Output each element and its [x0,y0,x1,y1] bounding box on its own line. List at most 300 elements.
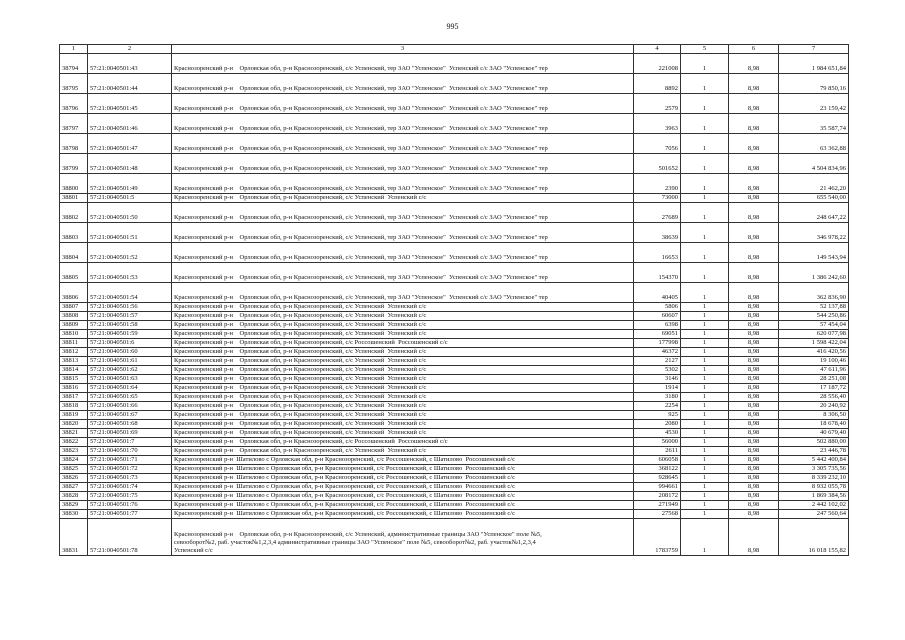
cell-row-number: 38810 [60,330,88,339]
cell-rate: 8,98 [729,393,779,402]
cell-area: 40405 [634,283,681,303]
cell-row-number: 38801 [60,194,88,203]
cell-cadastral-number: 57:21:0040501:50 [88,203,172,223]
cell-address: Краснозоренский р-н Орловская обл, р-н Краснозоренский, с/с Успенский Успенский с/с [172,312,634,321]
cell-value: 8 339 232,10 [779,474,849,483]
table-row [60,263,849,283]
cell-row-number: 38831 [60,519,88,556]
cell-address: Краснозоренский р-н Орловская обл, р-н Краснозоренский, с/с Успенский, тер ЗАО "Успенское" Успенский с/с ЗАО "Успенское" тер [172,154,634,174]
cell-cadastral-number: 57:21:0040501:75 [88,492,172,501]
cell-count: 1 [681,312,729,321]
cell-count: 1 [681,114,729,134]
cell-row-number: 38798 [60,134,88,154]
cell-area: 154370 [634,263,681,283]
cell-value: 40 679,40 [779,429,849,438]
cell-cadastral-number: 57:21:0040501:57 [88,312,172,321]
cell-address: Краснозоренский р-н Шатилово с Орловская обл, р-н Краснозоренский, с/с Россошенский, с Шатилово Россошенский с/с [172,474,634,483]
cell-row-number: 38804 [60,243,88,263]
cell-row-number: 38827 [60,483,88,492]
cell-area: 271949 [634,501,681,510]
table-row [60,223,849,243]
cell-value: 8 932 055,78 [779,483,849,492]
cell-address: Краснозоренский р-н Орловская обл, р-н Краснозоренский, с/с Успенский Успенский с/с [172,420,634,429]
cell-cadastral-number: 57:21:0040501:69 [88,429,172,438]
cell-rate: 8,98 [729,501,779,510]
cell-address: Краснозоренский р-н Орловская обл, р-н Краснозоренский, с/с Успенский Успенский с/с [172,384,634,393]
cell-cadastral-number: 57:21:0040501:72 [88,465,172,474]
cell-count: 1 [681,483,729,492]
table-row [60,420,849,429]
table-row [60,74,849,94]
cell-address: Краснозоренский р-н Орловская обл, р-н Краснозоренский, с/с Успенский, тер ЗАО "Успенское" Успенский с/с ЗАО "Успенское" тер [172,283,634,303]
cell-cadastral-number: 57:21:0040501:68 [88,420,172,429]
cell-row-number: 38797 [60,114,88,134]
cell-rate: 8,98 [729,438,779,447]
cell-cadastral-number: 57:21:0040501:6 [88,339,172,348]
cell-cadastral-number: 57:21:0040501:54 [88,283,172,303]
cell-count: 1 [681,474,729,483]
table-row [60,357,849,366]
cell-area: 60607 [634,312,681,321]
cell-count: 1 [681,357,729,366]
cell-count: 1 [681,420,729,429]
cell-row-number: 38807 [60,303,88,312]
cell-rate: 8,98 [729,348,779,357]
table-row [60,114,849,134]
cell-address: Краснозоренский р-н Шатилово с Орловская обл, р-н Краснозоренский, с/с Россошенский, с Шатилово Россошенский с/с [172,492,634,501]
cell-row-number: 38817 [60,393,88,402]
cell-value: 502 880,00 [779,438,849,447]
cell-cadastral-number: 57:21:0040501:76 [88,501,172,510]
cell-value: 20 240,92 [779,402,849,411]
table-row [60,243,849,263]
cell-value: 346 978,22 [779,223,849,243]
cell-value: 19 100,46 [779,357,849,366]
cell-rate: 8,98 [729,465,779,474]
cell-value: 1 984 651,84 [779,54,849,74]
table-row [60,94,849,114]
cell-area: 501652 [634,154,681,174]
cell-address: Краснозоренский р-н Орловская обл, р-н Краснозоренский, с/с Успенский Успенский с/с [172,194,634,203]
table-row [60,154,849,174]
cell-cadastral-number: 57:21:0040501:51 [88,223,172,243]
cell-cadastral-number: 57:21:0040501:46 [88,114,172,134]
table-row [60,492,849,501]
cell-count: 1 [681,393,729,402]
cell-row-number: 38826 [60,474,88,483]
cell-address: Краснозоренский р-н Орловская обл, р-н Краснозоренский, с/с Россошенский Россошенский с/с [172,339,634,348]
cell-count: 1 [681,411,729,420]
land-parcel-table [59,44,849,556]
cell-rate: 8,98 [729,339,779,348]
cell-address: Краснозоренский р-н Орловская обл, р-н Краснозоренский, с/с Успенский, тер ЗАО "Успенское" Успенский с/с ЗАО "Успенское" тер [172,243,634,263]
cell-cadastral-number: 57:21:0040501:7 [88,438,172,447]
cell-row-number: 38812 [60,348,88,357]
column-header-1: 1 [60,45,88,54]
table-row [60,366,849,375]
table-row [60,456,849,465]
cell-cadastral-number: 57:21:0040501:53 [88,263,172,283]
cell-row-number: 38816 [60,384,88,393]
cell-value: 63 362,88 [779,134,849,154]
cell-address: Краснозоренский р-н Орловская обл, р-н Краснозоренский, с/с Успенский, тер ЗАО "Успенское" Успенский с/с ЗАО "Успенское" тер [172,94,634,114]
table-row [60,519,849,556]
cell-row-number: 38815 [60,375,88,384]
cell-cadastral-number: 57:21:0040501:5 [88,194,172,203]
cell-value: 1 598 422,04 [779,339,849,348]
cell-area: 2611 [634,447,681,456]
cell-rate: 8,98 [729,384,779,393]
cell-value: 47 611,96 [779,366,849,375]
cell-value: 149 543,94 [779,243,849,263]
cell-cadastral-number: 57:21:0040501:65 [88,393,172,402]
table-row [60,402,849,411]
cell-area: 4530 [634,429,681,438]
cell-address: Краснозоренский р-н Орловская обл, р-н Краснозоренский, с/с Успенский, тер ЗАО "Успенское" Успенский с/с ЗАО "Успенское" тер [172,74,634,94]
cell-count: 1 [681,366,729,375]
cell-cadastral-number: 57:21:0040501:62 [88,366,172,375]
cell-address: Краснозоренский р-н Орловская обл, р-н Краснозоренский, с/с Успенский Успенский с/с [172,366,634,375]
cell-rate: 8,98 [729,510,779,519]
cell-rate: 8,98 [729,94,779,114]
cell-cadastral-number: 57:21:0040501:64 [88,384,172,393]
cell-value: 16 018 155,82 [779,519,849,556]
cell-area: 38639 [634,223,681,243]
cell-rate: 8,98 [729,243,779,263]
column-header-2: 2 [88,45,172,54]
table-row [60,465,849,474]
table-row [60,203,849,223]
cell-area: 368122 [634,465,681,474]
cell-row-number: 38818 [60,402,88,411]
cell-address: Краснозоренский р-н Орловская обл, р-н Краснозоренский, с/с Успенский Успенский с/с [172,402,634,411]
table-row [60,134,849,154]
cell-count: 1 [681,243,729,263]
table-row [60,194,849,203]
cell-row-number: 38796 [60,94,88,114]
cell-rate: 8,98 [729,114,779,134]
cell-count: 1 [681,134,729,154]
cell-count: 1 [681,321,729,330]
cell-count: 1 [681,402,729,411]
cell-area: 8892 [634,74,681,94]
table-row [60,510,849,519]
cell-rate: 8,98 [729,194,779,203]
table-row [60,375,849,384]
cell-area: 16653 [634,243,681,263]
cell-count: 1 [681,154,729,174]
cell-count: 1 [681,447,729,456]
cell-area: 73000 [634,194,681,203]
cell-count: 1 [681,54,729,74]
table-row [60,483,849,492]
table-row [60,54,849,74]
cell-cadastral-number: 57:21:0040501:70 [88,447,172,456]
cell-value: 248 647,22 [779,203,849,223]
cell-count: 1 [681,283,729,303]
cell-cadastral-number: 57:21:0040501:71 [88,456,172,465]
cell-area: 3146 [634,375,681,384]
cell-address: Краснозоренский р-н Орловская обл, р-н Краснозоренский, с/с Успенский Успенский с/с [172,303,634,312]
cell-rate: 8,98 [729,366,779,375]
cell-value: 3 305 735,56 [779,465,849,474]
cell-rate: 8,98 [729,74,779,94]
cell-cadastral-number: 57:21:0040501:77 [88,510,172,519]
table-row [60,339,849,348]
cell-count: 1 [681,519,729,556]
table-row [60,438,849,447]
cell-area: 27689 [634,203,681,223]
cell-address: Краснозоренский р-н Орловская обл, р-н Краснозоренский, с/с Успенский Успенский с/с [172,330,634,339]
cell-rate: 8,98 [729,321,779,330]
cell-area: 1783759 [634,519,681,556]
cell-row-number: 38821 [60,429,88,438]
cell-cadastral-number: 57:21:0040501:73 [88,474,172,483]
cell-area: 221008 [634,54,681,74]
cell-rate: 8,98 [729,420,779,429]
cell-row-number: 38806 [60,283,88,303]
cell-cadastral-number: 57:21:0040501:78 [88,519,172,556]
cell-rate: 8,98 [729,429,779,438]
cell-rate: 8,98 [729,154,779,174]
table-row [60,501,849,510]
cell-area: 208172 [634,492,681,501]
cell-address: Краснозоренский р-н Орловская обл, р-н Краснозоренский, с/с Успенский Успенский с/с [172,393,634,402]
cell-address: Краснозоренский р-н Орловская обл, р-н Краснозоренский, с/с Успенский, тер ЗАО "Успенское" Успенский с/с ЗАО "Успенское" тер [172,114,634,134]
column-header-7: 7 [779,45,849,54]
cell-address: Краснозоренский р-н Орловская обл, р-н Краснозоренский, с/с Успенский Успенский с/с [172,447,634,456]
cell-row-number: 38822 [60,438,88,447]
cell-rate: 8,98 [729,174,779,194]
table-row [60,303,849,312]
cell-count: 1 [681,194,729,203]
cell-row-number: 38814 [60,366,88,375]
cell-address: Краснозоренский р-н Орловская обл, р-н Краснозоренский, с/с Успенский, тер ЗАО "Успенское" Успенский с/с ЗАО "Успенское" тер [172,203,634,223]
cell-address: Краснозоренский р-н Орловская обл, р-н Краснозоренский, с/с Успенский Успенский с/с [172,411,634,420]
table-row [60,321,849,330]
cell-cadastral-number: 57:21:0040501:60 [88,348,172,357]
cell-value: 620 077,98 [779,330,849,339]
table-row [60,174,849,194]
cell-value: 21 462,20 [779,174,849,194]
cell-area: 46372 [634,348,681,357]
cell-row-number: 38828 [60,492,88,501]
cell-row-number: 38794 [60,54,88,74]
cell-cadastral-number: 57:21:0040501:63 [88,375,172,384]
cell-cadastral-number: 57:21:0040501:59 [88,330,172,339]
cell-row-number: 38823 [60,447,88,456]
cell-address: Краснозоренский р-н Шатилово с Орловская обл, р-н Краснозоренский, с/с Россошенский, с Шатилово Россошенский с/с [172,456,634,465]
cell-row-number: 38830 [60,510,88,519]
cell-count: 1 [681,94,729,114]
cell-address: Краснозоренский р-н Орловская обл, р-н Краснозоренский, с/с Успенский Успенский с/с [172,348,634,357]
cell-area: 56000 [634,438,681,447]
cell-row-number: 38813 [60,357,88,366]
cell-address: Краснозоренский р-н Орловская обл, р-н Краснозоренский, с/с Успенский, административные границы ЗАО "Успенское" поле №5, севооборот№2, раб. участок№1,2,3,4 административные границы ЗАО "Успенское" поле №5, севооборот№2, раб. участок№1,2,3,4 Успенский с/с [172,519,634,556]
cell-row-number: 38800 [60,174,88,194]
cell-area: 925 [634,411,681,420]
cell-row-number: 38819 [60,411,88,420]
cell-address: Краснозоренский р-н Шатилово с Орловская обл, р-н Краснозоренский, с/с Россошенский, с Шатилово Россошенский с/с [172,510,634,519]
cell-cadastral-number: 57:21:0040501:67 [88,411,172,420]
cell-area: 928645 [634,474,681,483]
cell-area: 606058 [634,456,681,465]
cell-area: 27568 [634,510,681,519]
cell-row-number: 38825 [60,465,88,474]
cell-rate: 8,98 [729,283,779,303]
cell-value: 57 454,04 [779,321,849,330]
cell-address: Краснозоренский р-н Шатилово с Орловская обл, р-н Краснозоренский, с/с Россошенский, с Шатилово Россошенский с/с [172,465,634,474]
cell-count: 1 [681,339,729,348]
cell-value: 23 159,42 [779,94,849,114]
cell-address: Краснозоренский р-н Орловская обл, р-н Краснозоренский, с/с Успенский, тер ЗАО "Успенское" Успенский с/с ЗАО "Успенское" тер [172,174,634,194]
cell-value: 2 442 102,02 [779,501,849,510]
cell-count: 1 [681,384,729,393]
cell-row-number: 38829 [60,501,88,510]
cell-rate: 8,98 [729,447,779,456]
cell-value: 23 446,78 [779,447,849,456]
cell-rate: 8,98 [729,263,779,283]
cell-value: 28 556,40 [779,393,849,402]
cell-value: 1 869 384,56 [779,492,849,501]
cell-row-number: 38811 [60,339,88,348]
cell-rate: 8,98 [729,330,779,339]
cell-cadastral-number: 57:21:0040501:61 [88,357,172,366]
cell-address: Краснозоренский р-н Орловская обл, р-н Краснозоренский, с/с Успенский Успенский с/с [172,429,634,438]
column-header-4: 4 [634,45,681,54]
cell-count: 1 [681,223,729,243]
cell-value: 52 137,88 [779,303,849,312]
cell-value: 35 587,74 [779,114,849,134]
cell-count: 1 [681,330,729,339]
cell-area: 2080 [634,420,681,429]
cell-value: 247 560,64 [779,510,849,519]
cell-count: 1 [681,438,729,447]
cell-count: 1 [681,456,729,465]
cell-area: 3180 [634,393,681,402]
cell-cadastral-number: 57:21:0040501:45 [88,94,172,114]
table-row [60,393,849,402]
cell-count: 1 [681,429,729,438]
cell-address: Краснозоренский р-н Орловская обл, р-н Краснозоренский, с/с Успенский, тер ЗАО "Успенское" Успенский с/с ЗАО "Успенское" тер [172,263,634,283]
cell-cadastral-number: 57:21:0040501:44 [88,74,172,94]
page-number: 995 [446,22,459,31]
cell-row-number: 38824 [60,456,88,465]
table-row [60,384,849,393]
cell-rate: 8,98 [729,456,779,465]
cell-cadastral-number: 57:21:0040501:74 [88,483,172,492]
cell-count: 1 [681,203,729,223]
cell-row-number: 38809 [60,321,88,330]
table-header-row [60,45,849,54]
cell-value: 655 540,00 [779,194,849,203]
cell-address: Краснозоренский р-н Орловская обл, р-н Краснозоренский, с/с Успенский, тер ЗАО "Успенское" Успенский с/с ЗАО "Успенское" тер [172,54,634,74]
cell-rate: 8,98 [729,402,779,411]
cell-rate: 8,98 [729,54,779,74]
cell-count: 1 [681,501,729,510]
cell-area: 3963 [634,114,681,134]
cell-row-number: 38802 [60,203,88,223]
cell-count: 1 [681,510,729,519]
cell-value: 28 251,08 [779,375,849,384]
table-row [60,348,849,357]
cell-value: 544 250,86 [779,312,849,321]
cell-value: 18 678,40 [779,420,849,429]
cell-area: 5806 [634,303,681,312]
cell-value: 8 306,50 [779,411,849,420]
cell-rate: 8,98 [729,519,779,556]
cell-area: 1914 [634,384,681,393]
cell-row-number: 38803 [60,223,88,243]
cell-address: Краснозоренский р-н Шатилово с Орловская обл, р-н Краснозоренский, с/с Россошенский, с Шатилово Россошенский с/с [172,501,634,510]
table-row [60,429,849,438]
cell-area: 6398 [634,321,681,330]
cell-count: 1 [681,303,729,312]
cell-value: 362 836,90 [779,283,849,303]
table-row [60,312,849,321]
cell-address: Краснозоренский р-н Орловская обл, р-н Краснозоренский, с/с Успенский Успенский с/с [172,357,634,366]
table-row [60,330,849,339]
cell-cadastral-number: 57:21:0040501:49 [88,174,172,194]
cell-cadastral-number: 57:21:0040501:56 [88,303,172,312]
cell-value: 79 850,16 [779,74,849,94]
cell-cadastral-number: 57:21:0040501:58 [88,321,172,330]
cell-area: 2127 [634,357,681,366]
table-row [60,411,849,420]
cell-area: 994661 [634,483,681,492]
cell-rate: 8,98 [729,474,779,483]
cell-value: 17 187,72 [779,384,849,393]
cell-count: 1 [681,375,729,384]
cell-area: 2579 [634,94,681,114]
table-row [60,283,849,303]
cell-count: 1 [681,74,729,94]
cell-address: Краснозоренский р-н Орловская обл, р-н Краснозоренский, с/с Успенский Успенский с/с [172,321,634,330]
cell-address: Краснозоренский р-н Шатилово с Орловская обл, р-н Краснозоренский, с/с Россошенский, с Шатилово Россошенский с/с [172,483,634,492]
cell-rate: 8,98 [729,223,779,243]
cell-count: 1 [681,465,729,474]
cell-rate: 8,98 [729,375,779,384]
cell-area: 2254 [634,402,681,411]
cell-value: 1 386 242,60 [779,263,849,283]
cell-row-number: 38795 [60,74,88,94]
column-header-5: 5 [681,45,729,54]
cell-cadastral-number: 57:21:0040501:43 [88,54,172,74]
cell-rate: 8,98 [729,492,779,501]
cell-cadastral-number: 57:21:0040501:47 [88,134,172,154]
cell-cadastral-number: 57:21:0040501:66 [88,402,172,411]
cell-count: 1 [681,348,729,357]
cell-cadastral-number: 57:21:0040501:52 [88,243,172,263]
cell-rate: 8,98 [729,357,779,366]
cell-area: 177998 [634,339,681,348]
cell-address: Краснозоренский р-н Орловская обл, р-н Краснозоренский, с/с Россошенский Россошенский с/с [172,438,634,447]
cell-area: 2390 [634,174,681,194]
table-body [60,54,849,556]
cell-rate: 8,98 [729,312,779,321]
cell-address: Краснозоренский р-н Орловская обл, р-н Краснозоренский, с/с Успенский, тер ЗАО "Успенское" Успенский с/с ЗАО "Успенское" тер [172,223,634,243]
cell-count: 1 [681,492,729,501]
cell-count: 1 [681,174,729,194]
cell-rate: 8,98 [729,134,779,154]
cell-area: 7056 [634,134,681,154]
cell-rate: 8,98 [729,411,779,420]
cell-row-number: 38805 [60,263,88,283]
table-row [60,447,849,456]
column-header-3: 3 [172,45,634,54]
cell-rate: 8,98 [729,203,779,223]
cell-row-number: 38808 [60,312,88,321]
